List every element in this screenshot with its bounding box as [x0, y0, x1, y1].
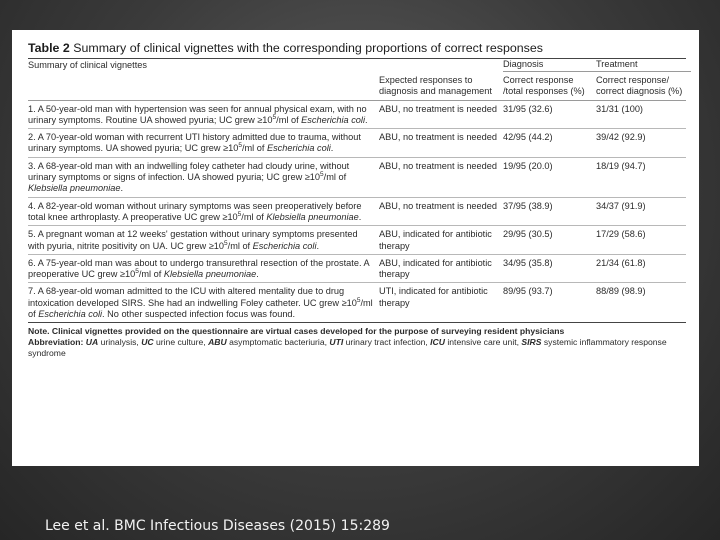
vignette-text: /ml of	[227, 240, 253, 251]
vignette-text: .	[358, 211, 362, 222]
vignette-text: .	[120, 183, 124, 194]
vignette-text: 2. A 70-year-old woman with recurrent UTI history admitted due to trauma, without urinary symptoms. UA showed pyuria; UC grew ≥10	[28, 132, 361, 154]
table-title	[28, 41, 686, 55]
header-spacer	[28, 75, 379, 98]
note-line	[28, 326, 686, 337]
abbreviation-term: SIRS	[521, 337, 542, 348]
diagnosis-cell: 31/95 (32.6)	[503, 103, 553, 114]
vignette-superscript: 5	[356, 296, 361, 304]
abbreviation-definition: systemic inflammatory response syndrome	[28, 337, 667, 359]
table-row	[28, 101, 686, 129]
expected-response-cell: ABU, no treatment is needed	[379, 103, 497, 114]
diagnosis-cell: 19/95 (20.0)	[503, 160, 553, 171]
header-expected: Expected responses to diagnosis and management	[379, 75, 492, 97]
vignette-text: .	[316, 240, 320, 251]
organism-name: Klebsiella pneumoniae	[163, 269, 257, 280]
vignette-superscript: 5	[135, 268, 139, 276]
vignette-cell	[28, 132, 379, 155]
vignette-cell	[28, 201, 379, 224]
abbreviation-term: UTI	[329, 337, 344, 348]
table-row	[28, 254, 686, 283]
header-treatment-group: Treatment	[596, 59, 691, 72]
organism-name: Escherichia coli	[38, 309, 103, 320]
citation: Lee et al. BMC Infectious Diseases (2015) 15:289	[45, 518, 390, 534]
organism-name: Klebsiella pneumoniae	[28, 183, 121, 194]
header-vignettes: Summary of clinical vignettes	[28, 59, 147, 70]
vignette-text: /ml of	[276, 114, 302, 125]
vignette-superscript: 5	[237, 210, 242, 218]
header-treatment: Correct response/ correct diagnosis (%)	[596, 75, 683, 97]
note-text: Note. Clinical vignettes provided on the questionnaire are virtual cases developed for the purpose of surveying resident physicians	[28, 326, 565, 337]
table-caption: Summary of clinical vignettes with the corresponding proportions of correct responses	[73, 41, 543, 55]
vignette-text: /ml of	[323, 172, 347, 183]
vignette-superscript: 5	[238, 142, 242, 150]
organism-name: Escherichia coli	[301, 114, 365, 125]
organism-name: Escherichia coli	[266, 143, 331, 154]
diagnosis-cell: 29/95 (30.5)	[503, 229, 553, 240]
abbreviation-definition: asymptomatic bacteriuria,	[226, 337, 330, 348]
table-body	[28, 101, 686, 323]
vignette-text: 4. A 82-year-old woman without urinary symptoms was seen preoperatively before total knee arthroplasty. A preoperative UC grew ≥10	[28, 200, 362, 222]
vignette-cell	[28, 229, 379, 252]
abbreviation-definition: urinalysis,	[98, 337, 142, 348]
diagnosis-cell: 37/95 (38.9)	[503, 200, 553, 211]
diagnosis-cell: 89/95 (93.7)	[503, 286, 553, 297]
table-row	[28, 225, 686, 254]
expected-response-cell: UTI, indicated for antibiotic therapy	[379, 286, 488, 308]
abbreviation-definition: urinary tract infection,	[343, 337, 431, 348]
vignette-text: . No other suspected infection focus was found.	[102, 309, 296, 320]
vignette-cell	[28, 104, 379, 127]
vignette-text: /ml of	[138, 269, 164, 280]
table-label: Table 2	[28, 41, 70, 55]
abbreviation-definition: intensive care unit,	[444, 337, 522, 348]
vignette-text: 3. A 68-year-old man with an indwelling foley catheter had cloudy urine, without urinary symptoms or signs of infection. UA showed pyuria; UC grew ≥10	[28, 160, 350, 183]
treatment-cell: 88/89 (98.9)	[596, 286, 646, 297]
table-card	[12, 30, 699, 466]
vignette-text: .	[365, 114, 368, 125]
diagnosis-cell: 34/95 (35.8)	[503, 257, 553, 268]
abbreviation-term: UC	[141, 337, 154, 348]
abbreviation-term: ICU	[430, 337, 445, 348]
vignette-superscript: 5	[272, 113, 277, 121]
treatment-cell: 17/29 (58.6)	[596, 229, 646, 240]
table-row	[28, 157, 686, 197]
vignette-text: 6. A 75-year-old man was about to undergo transurethral resection of the prostate. A preoperative UC grew ≥10	[28, 257, 370, 280]
expected-response-cell: ABU, indicated for antibiotic therapy	[379, 229, 492, 251]
vignette-text: /ml of	[241, 211, 267, 222]
abbreviation-list	[28, 337, 667, 358]
expected-response-cell: ABU, no treatment is needed	[379, 200, 497, 211]
expected-response-cell: ABU, no treatment is needed	[379, 132, 497, 143]
treatment-cell: 31/31 (100)	[596, 103, 643, 114]
vignette-cell	[28, 161, 379, 195]
table-row	[28, 282, 686, 322]
abbreviation-term: ABU	[208, 337, 227, 348]
vignette-superscript: 5	[320, 171, 324, 179]
treatment-cell: 18/19 (94.7)	[596, 160, 646, 171]
table-row	[28, 197, 686, 226]
vignette-text: /ml of	[28, 297, 373, 320]
treatment-cell: 39/42 (92.9)	[596, 132, 646, 143]
vignette-text: 1. A 50-year-old man with hypertension was seen for annual physical exam, with no urinary symptoms. Routine UA showed pyuria; UC grew ≥10	[28, 103, 367, 125]
abbreviation-term: UA	[85, 337, 99, 348]
header-row-1	[28, 59, 686, 72]
treatment-cell: 34/37 (91.9)	[596, 200, 646, 211]
treatment-cell: 21/34 (61.8)	[596, 257, 646, 268]
abbreviation-label: Abbreviation:	[28, 337, 84, 348]
vignette-text: .	[256, 269, 259, 280]
table-row	[28, 128, 686, 157]
expected-response-cell: ABU, no treatment is needed	[379, 160, 497, 171]
abbreviation-line	[28, 337, 686, 359]
organism-name: Klebsiella pneumoniae	[266, 211, 359, 222]
vignette-text: /ml of	[241, 143, 267, 154]
vignette-superscript: 5	[224, 239, 228, 247]
expected-response-cell: ABU, indicated for antibiotic therapy	[379, 257, 492, 280]
header-row-2	[28, 72, 686, 100]
header-diagnosis-group: Diagnosis	[503, 59, 596, 72]
vignette-cell	[28, 286, 379, 320]
vignette-text: .	[330, 143, 334, 154]
organism-name: Escherichia coli	[252, 240, 317, 251]
vignette-text: 7. A 68-year-old woman admitted to the ICU with altered mentality due to drug intoxication developed SIRS. She had an indwelling Foley catheter. UC grew ≥10	[28, 286, 357, 308]
header-diagnosis: Correct response /total responses (%)	[503, 75, 585, 97]
vignette-cell	[28, 258, 379, 281]
table-notes	[28, 323, 686, 359]
abbreviation-definition: urine culture,	[153, 337, 209, 348]
diagnosis-cell: 42/95 (44.2)	[503, 132, 553, 143]
vignette-text: 5. A pregnant woman at 12 weeks' gestation without urinary symptoms presented with pyuria, nitrite positivity on UA. UC grew ≥10	[28, 229, 358, 251]
